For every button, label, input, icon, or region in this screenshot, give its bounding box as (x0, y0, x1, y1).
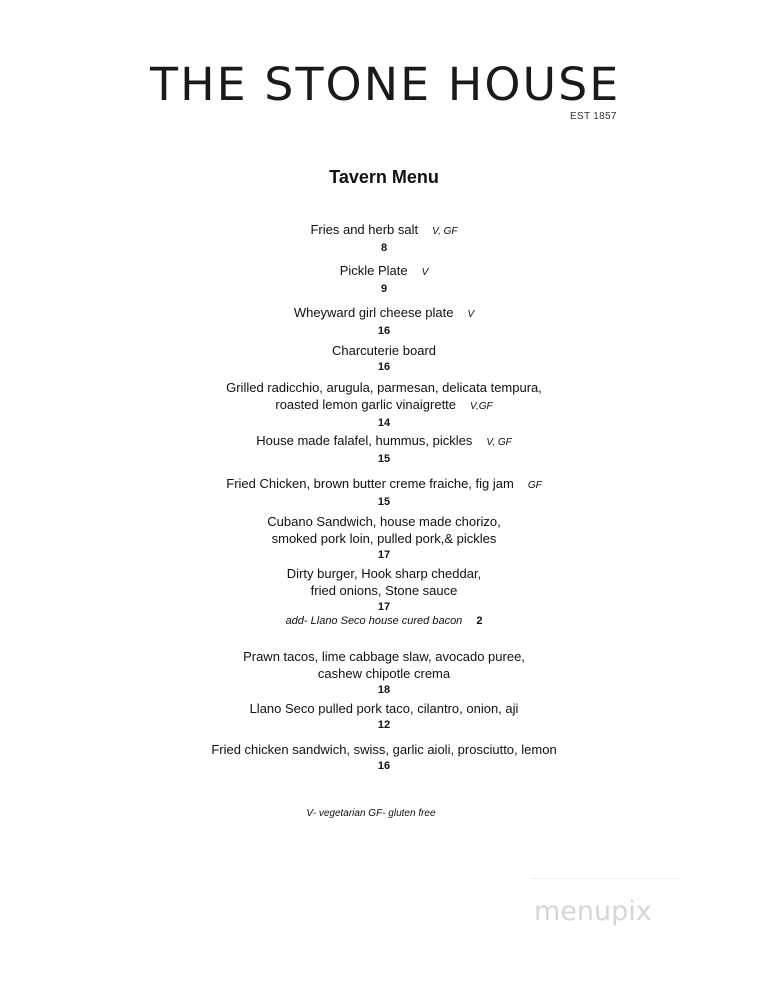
item-name: Pickle Plate (339, 263, 408, 278)
item-name: fried onions, Stone sauce (310, 583, 458, 598)
item-name: Dirty burger, Hook sharp cheddar, (286, 566, 482, 581)
item-name: Wheyward girl cheese plate (293, 305, 454, 320)
item-name: House made falafel, hummus, pickles (256, 433, 473, 448)
item-name: Prawn tacos, lime cabbage slaw, avocado puree, (243, 649, 525, 664)
item-price: 9 (380, 283, 388, 295)
watermark-logo: menupix (534, 896, 652, 927)
menu-item (0, 741, 768, 773)
menu-item (0, 475, 768, 509)
restaurant-name: THE STONE HOUSE (150, 58, 621, 111)
menu-item (0, 565, 768, 614)
item-price: 15 (377, 496, 391, 508)
burger-addon (0, 615, 768, 627)
item-price: 17 (377, 549, 391, 561)
item-name: roasted lemon garlic vinaigrette (275, 397, 457, 412)
menu-item (0, 513, 768, 562)
dietary-tag: V, GF (432, 226, 458, 237)
menu-item (0, 304, 768, 338)
item-price: 16 (377, 760, 391, 772)
item-price: 14 (377, 417, 391, 429)
menu-item (0, 379, 768, 430)
menu-item (0, 262, 768, 296)
menu-title: Tavern Menu (329, 167, 439, 187)
dietary-tag: V (421, 267, 429, 278)
watermark-divider (532, 878, 682, 887)
item-name: Fries and herb salt (310, 222, 419, 237)
item-price: 12 (377, 719, 391, 731)
item-name: cashew chipotle crema (317, 666, 451, 681)
item-name: smoked pork loin, pulled pork,& pickles (271, 531, 497, 546)
item-name: Charcuterie board (331, 343, 437, 358)
addon-text: add- Llano Seco house cured bacon (285, 615, 463, 627)
item-name: Grilled radicchio, arugula, parmesan, delicata tempura, (226, 380, 542, 395)
established-year: EST 1857 (570, 111, 617, 122)
item-price: 17 (377, 601, 391, 613)
item-price: 16 (377, 361, 391, 373)
dietary-legend: V- vegetarian GF- gluten free (306, 808, 436, 819)
item-name: Llano Seco pulled pork taco, cilantro, onion, aji (249, 701, 519, 716)
addon-price: 2 (476, 615, 483, 627)
dietary-tag: V, GF (486, 437, 512, 448)
item-name: Fried Chicken, brown butter creme fraiche, fig jam (226, 476, 514, 491)
item-name: Cubano Sandwich, house made chorizo, (267, 514, 501, 529)
menu-item (0, 342, 768, 374)
menu-item (0, 221, 768, 255)
menu-item (0, 648, 768, 697)
item-price: 15 (377, 453, 391, 465)
item-price: 8 (380, 242, 388, 254)
item-price: 16 (377, 325, 391, 337)
menu-item (0, 700, 768, 732)
menu-item (0, 432, 768, 466)
item-price: 18 (377, 684, 391, 696)
dietary-tag: V (467, 309, 475, 320)
dietary-tag: GF (527, 480, 542, 491)
item-name: Fried chicken sandwich, swiss, garlic aioli, prosciutto, lemon (211, 742, 557, 757)
dietary-tag: V,GF (470, 401, 493, 412)
